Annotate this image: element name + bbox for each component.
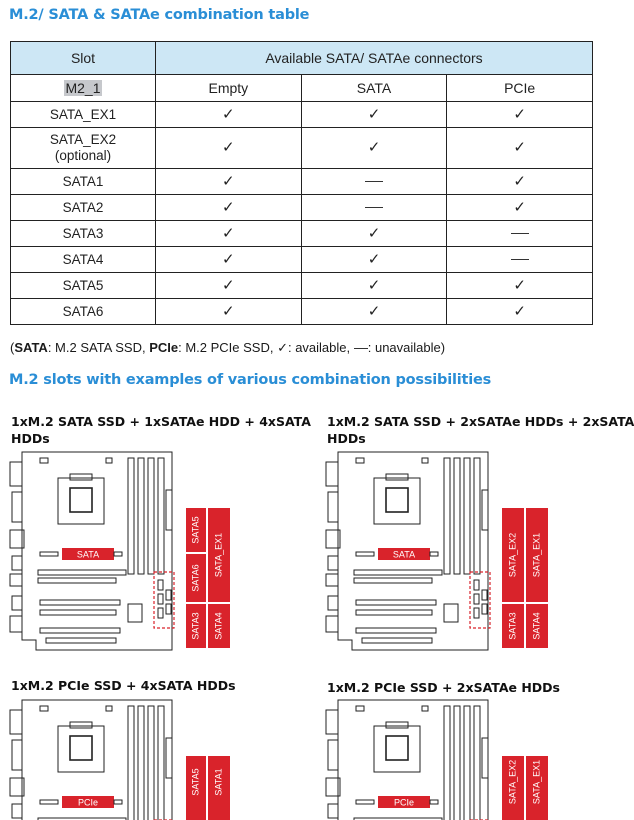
m2-slot-label: SATA <box>76 549 100 560</box>
atx-power-connector <box>482 738 488 778</box>
sata4-port-label: SATA4 <box>531 612 542 640</box>
empty-cell <box>156 221 302 247</box>
sata-port <box>482 590 487 600</box>
pcie-cell <box>447 299 593 325</box>
fan-header <box>40 458 48 463</box>
example-1-title-line1: 1xM.2 SATA SSD + 1xSATAe HDD + 4xSATA <box>11 414 311 429</box>
example-4-title <box>327 679 596 696</box>
fan-header <box>106 458 112 463</box>
sata-port <box>482 604 487 614</box>
check-icon: ✓ <box>222 198 235 216</box>
legend-sata-term: SATA <box>14 340 48 355</box>
example-1-board-diagram <box>8 450 238 655</box>
io-connector <box>328 596 338 610</box>
slot-cell <box>11 247 156 273</box>
io-connector <box>326 710 338 734</box>
sata-ex1-port-label: SATA_EX1 <box>531 532 542 578</box>
dimm-slot <box>148 706 154 820</box>
dimm-slot <box>128 458 134 574</box>
sata-ex2-port-label: SATA_EX2 <box>507 759 518 805</box>
cpu-latch <box>70 722 92 728</box>
table-row <box>11 195 593 221</box>
dimm-slot <box>454 458 460 574</box>
sata-cell <box>301 247 447 273</box>
m2-slot-label: SATA <box>392 549 416 560</box>
dimm-slot <box>474 706 480 820</box>
example-2-board-diagram <box>324 450 554 655</box>
example-2-title-line2: HDDs <box>327 431 366 446</box>
table-row <box>11 169 593 195</box>
atx-power-connector <box>166 490 172 530</box>
slot-name: SATA1 <box>62 173 104 189</box>
example-1-title-line2: HDDs <box>11 431 50 446</box>
slot-name: SATA4 <box>62 251 104 267</box>
sata-cell <box>301 195 447 221</box>
io-connector <box>328 556 338 570</box>
empty-cell <box>156 299 302 325</box>
table-row <box>11 102 593 128</box>
pcie-slot <box>38 570 126 575</box>
example-3-board-diagram <box>8 698 238 820</box>
check-icon: ✓ <box>513 139 526 156</box>
empty-cell <box>156 247 302 273</box>
sata5-port-label: SATA5 <box>190 768 201 796</box>
io-connector <box>326 574 338 586</box>
sata6-port-label: SATA6 <box>190 564 201 592</box>
check-icon: ✓ <box>513 198 526 216</box>
slot-name: SATA_EX1 <box>49 106 117 122</box>
empty-column-header: Empty <box>156 75 302 102</box>
m2-standoff <box>114 552 122 556</box>
pcie-slot <box>40 628 120 633</box>
slot-note: (optional) <box>54 148 112 163</box>
example-3-title-line1: 1xM.2 PCIe SSD + 4xSATA HDDs <box>11 678 236 693</box>
empty-cell <box>156 102 302 128</box>
legend-open-paren: ( <box>10 340 15 355</box>
m2-standoff <box>40 552 58 556</box>
pcie-column-header: PCIe <box>447 75 593 102</box>
cpu-socket-inner <box>386 488 408 512</box>
unavailable-dash-icon <box>511 259 529 260</box>
check-icon: ✓ <box>367 105 381 123</box>
example-4-title-line1: 1xM.2 PCIe SSD + 2xSATAe HDDs <box>327 680 560 695</box>
sata-ex2-port-label: SATA_EX2 <box>507 532 518 578</box>
slot-cell <box>11 195 156 221</box>
example-1-title <box>11 413 311 447</box>
dimm-slot <box>454 706 460 820</box>
chipset <box>128 604 142 622</box>
table-subheader-row <box>11 75 593 102</box>
m2-standoff <box>356 800 374 804</box>
m2-standoff <box>430 800 438 804</box>
slot-cell <box>11 169 156 195</box>
cpu-socket-inner <box>386 736 408 760</box>
check-icon: ✓ <box>367 224 381 242</box>
pcie-slot <box>362 638 432 643</box>
slot-cell <box>11 221 156 247</box>
unavailable-dash-icon <box>511 233 529 234</box>
table-row <box>11 221 593 247</box>
fan-header <box>106 706 112 711</box>
dimm-slot <box>464 706 470 820</box>
pcie-cell <box>447 221 593 247</box>
sata3-port-label: SATA3 <box>190 612 201 640</box>
io-connector <box>328 740 338 770</box>
example-4-board-diagram <box>324 698 554 820</box>
unavailable-dash-icon <box>365 207 383 208</box>
pcie-slot <box>38 578 116 583</box>
fan-header <box>356 458 364 463</box>
check-icon: ✓ <box>367 302 381 320</box>
pcie-cell <box>447 195 593 221</box>
cpu-latch <box>70 474 92 480</box>
io-connector <box>12 740 22 770</box>
unavailable-dash-icon <box>365 181 383 182</box>
fan-header <box>40 706 48 711</box>
io-connector <box>10 710 22 734</box>
fan-header <box>422 458 428 463</box>
io-connector <box>328 804 338 818</box>
legend-unavailable-desc: : unavailable) <box>367 340 446 355</box>
io-connector <box>10 574 22 586</box>
io-connector <box>326 462 338 486</box>
dimm-slot <box>138 458 144 574</box>
empty-cell <box>156 169 302 195</box>
combination-table-heading: M.2/ SATA & SATAe combination table <box>9 7 310 23</box>
unavailable-dash-icon <box>354 348 368 349</box>
sata-cell <box>301 128 447 169</box>
sata-column-header: SATA <box>301 75 447 102</box>
check-icon: ✓ <box>222 224 235 242</box>
cpu-socket <box>374 478 420 524</box>
table-legend <box>10 340 445 356</box>
io-connector <box>328 492 338 522</box>
io-connector <box>12 492 22 522</box>
table-header-row <box>11 42 593 75</box>
dimm-slot <box>464 458 470 574</box>
example-2-title <box>327 413 634 447</box>
dimm-slot <box>444 706 450 820</box>
m2-slot-label: PCIe <box>393 797 415 808</box>
check-icon: ✓ <box>222 172 235 190</box>
sata-port <box>474 594 479 604</box>
io-connector <box>10 462 22 486</box>
sata-cell <box>301 299 447 325</box>
empty-cell <box>156 128 302 169</box>
pcie-cell <box>447 273 593 299</box>
dimm-slot <box>128 706 134 820</box>
slot-column-header: Slot <box>11 42 156 75</box>
pcie-cell <box>447 247 593 273</box>
pcie-slot <box>40 600 120 605</box>
slot-cell <box>11 299 156 325</box>
dimm-slot <box>138 706 144 820</box>
combination-table <box>10 41 593 325</box>
io-connector <box>12 596 22 610</box>
check-icon: ✓ <box>367 139 381 156</box>
check-icon: ✓ <box>222 276 235 294</box>
m2-slot-label: PCIe <box>77 797 99 808</box>
io-connector <box>10 616 22 632</box>
sata1-port-label: SATA1 <box>213 768 224 796</box>
sata-ex1-port-label: SATA_EX1 <box>213 532 224 578</box>
cpu-latch <box>386 474 408 480</box>
m2-standoff <box>356 552 374 556</box>
cpu-socket <box>58 478 104 524</box>
empty-cell <box>156 195 302 221</box>
slot-name: SATA5 <box>62 277 104 293</box>
m2-standoff <box>114 800 122 804</box>
fan-header <box>422 706 428 711</box>
sata-port <box>166 590 171 600</box>
check-icon: ✓ <box>367 250 381 268</box>
io-connector <box>326 616 338 632</box>
fan-header <box>356 706 364 711</box>
sata-cell <box>301 221 447 247</box>
check-icon: ✓ <box>513 276 526 294</box>
cpu-socket-inner <box>70 736 92 760</box>
sata3-port-label: SATA3 <box>507 612 518 640</box>
check-icon: ✓ <box>367 276 381 294</box>
pcie-cell <box>447 102 593 128</box>
pcie-slot <box>356 628 436 633</box>
sata5-port-label: SATA5 <box>190 516 201 544</box>
io-connector <box>12 556 22 570</box>
sata-port <box>474 580 479 590</box>
atx-power-connector <box>166 738 172 778</box>
legend-pcie-term: PCIe <box>149 340 179 355</box>
table-row <box>11 273 593 299</box>
example-2-title-line1: 1xM.2 SATA SSD + 2xSATAe HDDs + 2xSATA <box>327 414 634 429</box>
pcie-slot <box>356 610 432 615</box>
pcie-slot <box>46 638 116 643</box>
sata-port <box>158 608 163 618</box>
available-connectors-header: Available SATA/ SATAe connectors <box>156 42 593 75</box>
table-row <box>11 247 593 273</box>
pcie-slot <box>356 600 436 605</box>
pcie-slot <box>354 578 432 583</box>
empty-cell <box>156 273 302 299</box>
sata-cell <box>301 169 447 195</box>
pcie-slot <box>40 610 116 615</box>
cpu-socket-inner <box>70 488 92 512</box>
io-connector <box>12 804 22 818</box>
sata-cell <box>301 102 447 128</box>
dimm-slot <box>158 706 164 820</box>
sata-ex1-port-label: SATA_EX1 <box>531 759 542 805</box>
slot-cell <box>11 102 156 128</box>
dimm-slot <box>444 458 450 574</box>
slot-cell <box>11 128 156 169</box>
m2-standoff <box>40 800 58 804</box>
check-icon: ✓ <box>222 139 235 156</box>
example-3-title <box>11 677 311 694</box>
legend-sata-desc: : M.2 SATA SSD, <box>47 340 150 355</box>
cpu-socket <box>374 726 420 772</box>
examples-heading: M.2 slots with examples of various combination possibilities <box>9 372 492 388</box>
check-icon: ✓ <box>513 172 526 190</box>
chipset <box>444 604 458 622</box>
pcie-slot <box>354 570 442 575</box>
check-icon: ✓ <box>513 302 526 320</box>
dimm-slot <box>148 458 154 574</box>
m2-standoff <box>430 552 438 556</box>
atx-power-connector <box>482 490 488 530</box>
sata-port <box>166 604 171 614</box>
sata-cell <box>301 273 447 299</box>
sata-port <box>474 608 479 618</box>
table-row <box>11 299 593 325</box>
cpu-socket <box>58 726 104 772</box>
check-icon: ✓ <box>222 105 235 123</box>
slot-cell <box>11 273 156 299</box>
pcie-cell <box>447 128 593 169</box>
m2-slot-label: M2_1 <box>65 80 101 96</box>
sata-port <box>158 594 163 604</box>
dimm-slot <box>474 458 480 574</box>
slot-name: SATA_EX2 <box>49 132 117 147</box>
cpu-latch <box>386 722 408 728</box>
check-icon: ✓ <box>513 105 526 123</box>
check-icon: ✓ <box>222 250 235 268</box>
m2-slot-header <box>11 75 156 102</box>
dimm-slot <box>158 458 164 574</box>
slot-name: SATA6 <box>62 303 104 319</box>
check-icon: ✓ <box>222 302 235 320</box>
pcie-cell <box>447 169 593 195</box>
table-row <box>11 128 593 169</box>
slot-name: SATA3 <box>62 225 104 241</box>
sata-port <box>158 580 163 590</box>
sata4-port-label: SATA4 <box>213 612 224 640</box>
slot-name: SATA2 <box>62 199 104 215</box>
legend-pcie-desc: : M.2 PCIe SSD, ✓: available, <box>178 340 354 355</box>
